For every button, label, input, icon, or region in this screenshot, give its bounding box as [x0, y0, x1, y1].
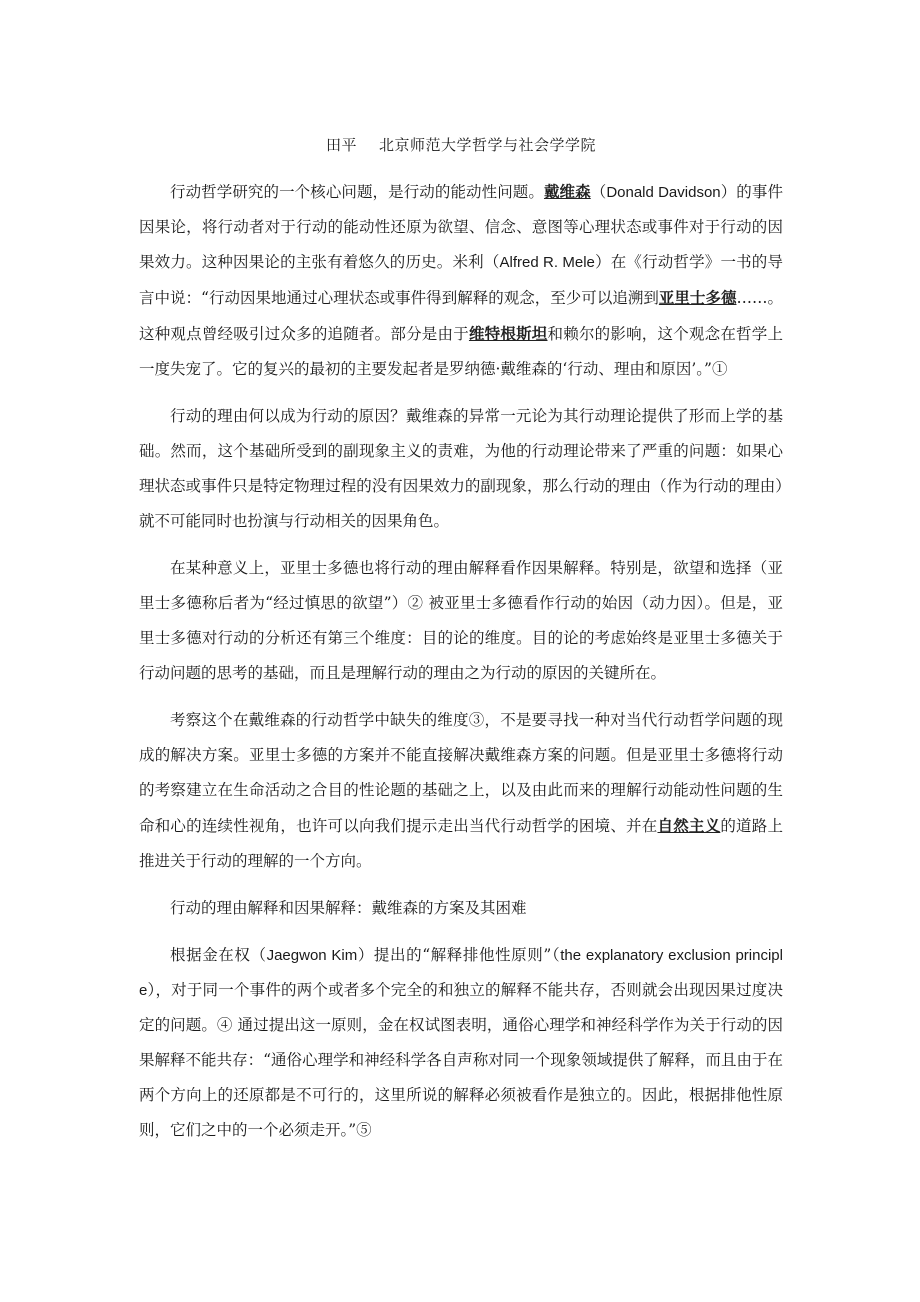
exclusion-text-2: ）提出的“解释排他性原则”（	[357, 946, 561, 964]
document-page	[139, 132, 783, 1160]
exclusion-text-1: 根据金在权（	[170, 946, 267, 964]
link-naturalism[interactable]: 自然主义	[657, 816, 721, 835]
latin-davidson: Donald Davidson	[606, 184, 721, 201]
intro-text-6: 和赖尔的影响，这个观念在哲学上一度失宠了。它的复兴的最初的主要发起者是罗纳德·戴维森的‘行动、理由和原因’。”①	[139, 325, 783, 378]
latin-mele: Alfred R. Mele	[499, 254, 595, 271]
author-name: 田平	[325, 136, 357, 154]
paragraph-reason-cause: 行动的理由何以成为行动的原因？戴维森的异常一元论为其行动理论提供了形而上学的基础。然而，这个基础所受到的副现象主义的责难，为他的行动理论带来了严重的问题：如果心理状态或事件只是特定物理过程的没有因果效力的副现象，那么行动的理由（作为行动的理由）就不可能同时也扮演与行动相关的因果角色。	[139, 407, 783, 530]
paragraph-exclusion-principle	[139, 938, 783, 1148]
paragraph-missing-dimension	[139, 703, 783, 879]
paragraph-intro	[139, 174, 783, 387]
section-heading: 行动的理由解释和因果解释：戴维森的方案及其困难	[170, 899, 527, 917]
intro-text-3: ）的事件因果论，将行动者对于行动的能动性还原为欲望、信念、意图等心理状态或事件对于行动的因果效力。这种因果论的主张有着悠久的历史。米利（	[139, 183, 783, 271]
dimension-text-2: 的道路上推进关于行动的理解的一个方向。	[139, 817, 783, 870]
intro-text-1: 行动哲学研究的一个核心问题，是行动的能动性问题。	[170, 183, 544, 201]
paragraph-aristotle: 在某种意义上，亚里士多德也将行动的理由解释看作因果解释。特别是，欲望和选择（亚里士多德称后者为“经过慎思的欲望”）② 被亚里士多德看作行动的始因（动力因）。但是，亚里士多德对行动的分析还有第三个维度：目的论的维度。目的论的考虑始终是亚里士多德关于行动问题的思考的基础，而且是理解行动的理由之为行动的原因的关键所在。	[139, 559, 783, 682]
link-davidson[interactable]: 戴维森	[543, 182, 591, 201]
intro-text-2: （	[590, 183, 607, 201]
author-affiliation-line	[139, 132, 783, 158]
latin-principle: the explanatory exclusion principle	[139, 947, 783, 999]
intro-text-4: ）在《行动哲学》一书的导言中说：“行动因果地通过心理状态或事件得到解释的观念，至少可以追溯到	[139, 253, 783, 307]
author-affiliation: 北京师范大学哲学与社会学学院	[379, 136, 597, 154]
latin-kim: Jaegwon Kim	[266, 947, 358, 964]
intro-text-5: ……。这种观点曾经吸引过众多的追随者。部分是由于	[139, 289, 783, 343]
link-aristotle[interactable]: 亚里士多德	[658, 288, 737, 307]
dimension-text-1: 考察这个在戴维森的行动哲学中缺失的维度③，不是要寻找一种对当代行动哲学问题的现成的解决方案。亚里士多德的方案并不能直接解决戴维森方案的问题。但是亚里士多德将行动的考察建立在生命活动之合目的性论题的基础之上，以及由此而来的理解行动能动性问题的生命和心的连续性视角，也许可以向我们提示走出当代行动哲学的困境、并在	[139, 711, 783, 835]
link-wittgenstein[interactable]: 维特根斯坦	[468, 324, 548, 343]
exclusion-text-3: ），对于同一个事件的两个或者多个完全的和独立的解释不能共存，否则就会出现因果过度决定的问题。④ 通过提出这一原则，金在权试图表明，通俗心理学和神经科学作为关于行动的因果解释不能共存：“通俗心理学和神经科学各自声称对同一个现象领域提供了解释，而且由于在两个方向上的还原都是不可行的，这里所说的解释必须被看作是独立的。因此，根据排他性原则，它们之中的一个必须走开。”⑤	[139, 981, 783, 1139]
